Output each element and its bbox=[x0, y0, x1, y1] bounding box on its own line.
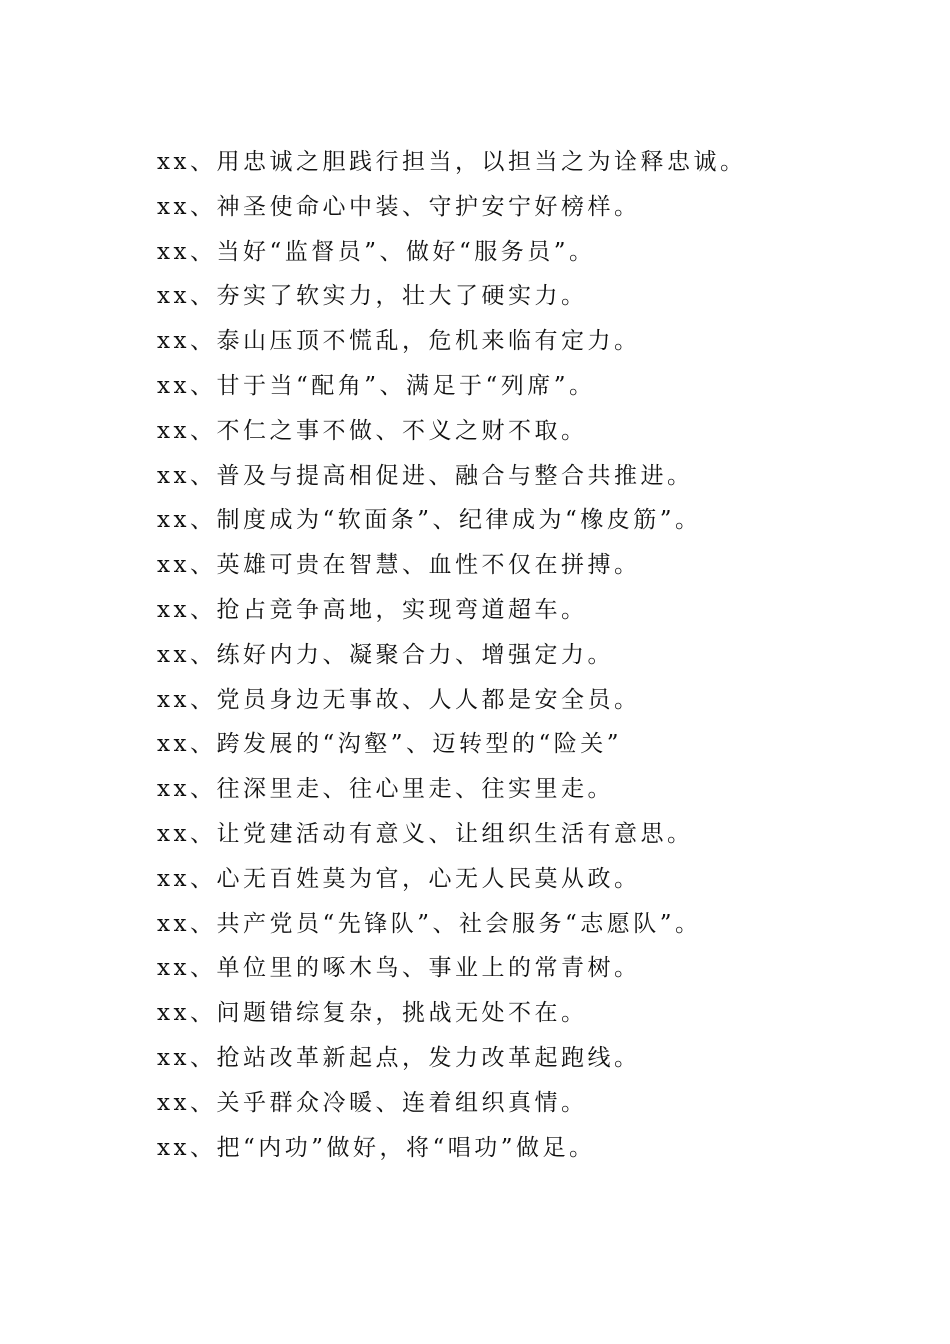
text-line: xx、单位里的啄木鸟、事业上的常青树。 bbox=[157, 955, 641, 982]
text-line: xx、英雄可贵在智慧、血性不仅在拼搏。 bbox=[157, 552, 641, 579]
text-line: xx、当好“监督员”、做好“服务员”。 bbox=[157, 238, 596, 265]
text-line: xx、跨发展的“沟壑”、迈转型的“险关” bbox=[157, 731, 622, 758]
text-line: xx、让党建活动有意义、让组织生活有意思。 bbox=[157, 820, 694, 847]
text-line: xx、把“内功”做好，将“唱功”做足。 bbox=[157, 1134, 596, 1161]
text-line: xx、制度成为“软面条”、纪律成为“橡皮筋”。 bbox=[157, 507, 702, 534]
text-line: xx、普及与提高相促进、融合与整合共推进。 bbox=[157, 462, 694, 489]
text-line: xx、问题错综复杂，挑战无处不在。 bbox=[157, 1000, 588, 1027]
text-line: xx、夯实了软实力，壮大了硬实力。 bbox=[157, 283, 588, 310]
text-line: xx、关乎群众冷暖、连着组织真情。 bbox=[157, 1089, 588, 1116]
text-line: xx、用忠诚之胆践行担当，以担当之为诠释忠诚。 bbox=[157, 149, 747, 175]
text-line: xx、练好内力、凝聚合力、增强定力。 bbox=[157, 641, 614, 668]
text-line: xx、抢站改革新起点，发力改革起跑线。 bbox=[157, 1044, 641, 1071]
text-line: xx、心无百姓莫为官，心无人民莫从政。 bbox=[157, 865, 641, 892]
text-line: xx、党员身边无事故、人人都是安全员。 bbox=[157, 686, 641, 713]
text-line: xx、甘于当“配角”、满足于“列席”。 bbox=[157, 372, 596, 399]
text-line: xx、抢占竞争高地，实现弯道超车。 bbox=[157, 596, 588, 623]
text-line: xx、共产党员“先锋队”、社会服务“志愿队”。 bbox=[157, 910, 702, 937]
text-line: xx、往深里走、往心里走、往实里走。 bbox=[157, 776, 614, 803]
text-line: xx、神圣使命心中装、守护安宁好榜样。 bbox=[157, 193, 641, 220]
text-line: xx、不仁之事不做、不义之财不取。 bbox=[157, 417, 588, 444]
text-line: xx、泰山压顶不慌乱，危机来临有定力。 bbox=[157, 328, 641, 355]
text-list bbox=[157, 140, 917, 1170]
